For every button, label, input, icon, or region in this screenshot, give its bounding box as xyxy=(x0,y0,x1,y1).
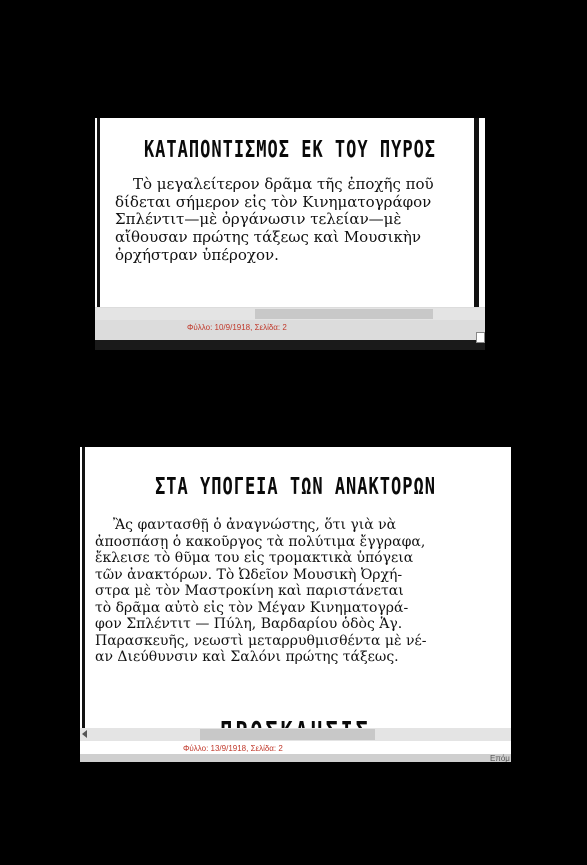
corner-icon xyxy=(476,332,485,343)
next-page-label[interactable]: Επόμ xyxy=(490,754,510,762)
headline: ΚΑΤΑΠΟΝΤΙΣΜΟΣ ΕΚ ΤΟΥ ΠΥΡΟΣ xyxy=(143,136,437,164)
article-line: δίδεται σήμερον εἰς τὸν Κινηματογράφον xyxy=(115,192,432,211)
issue-caption: Φύλλο: 13/9/1918, Σελίδα: 2 xyxy=(183,744,283,753)
article-line: Σπλέντιτ—μὲ ὀργάνωσιν τελείαν—μὲ xyxy=(115,210,402,229)
scrollbar-thumb[interactable] xyxy=(200,729,375,740)
horizontal-scrollbar[interactable] xyxy=(95,308,485,320)
newspaper-clipping-2 xyxy=(80,447,511,762)
article-body xyxy=(95,517,495,666)
article-line: ἔκλεισε τὸ θῦμα του εἰς τρομακτικὰ ὑπόγεια xyxy=(95,550,414,567)
viewer-footer xyxy=(80,754,511,762)
horizontal-scrollbar[interactable] xyxy=(80,728,511,741)
scrollbar-thumb[interactable] xyxy=(255,309,433,319)
article-line: Ἂς φαντασθῇ ὁ ἀναγνώστης, ὅτι γιὰ νὰ xyxy=(113,517,397,533)
article-line: τὸ δρᾶμα αὐτὸ εἰς τὸν Μέγαν Κινηματογρά- xyxy=(95,599,409,616)
article-line: Παρασκευῆς, νεωστὶ μεταρρυθμισθέντα μὲ νέ- xyxy=(95,632,427,649)
article-line: ὀρχήστραν ὑπέροχον. xyxy=(115,245,279,264)
article-line: στρα μὲ τὸν Μαστροκίνη καὶ παριστάνεται xyxy=(95,583,404,600)
issue-caption: Φύλλο: 10/9/1918, Σελίδα: 2 xyxy=(187,323,287,332)
article-line: φον Σπλέντιτ — Πύλη, Βαρδαρίου ὁδὸς Ἁγ. xyxy=(95,616,403,633)
article-body xyxy=(115,176,455,264)
newspaper-clipping-1 xyxy=(95,118,485,350)
headline: ΣΤΑ ΥΠΟΓΕΙΑ ΤΩΝ ΑΝΑΚΤΟΡΩΝ xyxy=(155,473,436,501)
scroll-left-arrow-icon[interactable] xyxy=(82,730,87,738)
article-line: τῶν ἀνακτόρων. Τὸ Ὠδεῖον Μουσικὴ Ὀρχή- xyxy=(95,566,403,583)
viewer-footer xyxy=(95,340,485,350)
article-line: Τὸ μεγαλείτερον δρᾶμα τῆς ἐποχῆς ποῦ xyxy=(133,175,434,193)
article-line: αἴθουσαν πρώτης τάξεως καὶ Μουσικὴν xyxy=(115,228,421,247)
article-line: αν Διεύθυνσιν καὶ Σαλόνι πρώτης τάξεως. xyxy=(95,649,399,666)
article-line: ἀποσπάσῃ ὁ κακοῦργος τὰ πολύτιμα ἔγγραφα, xyxy=(95,533,426,550)
